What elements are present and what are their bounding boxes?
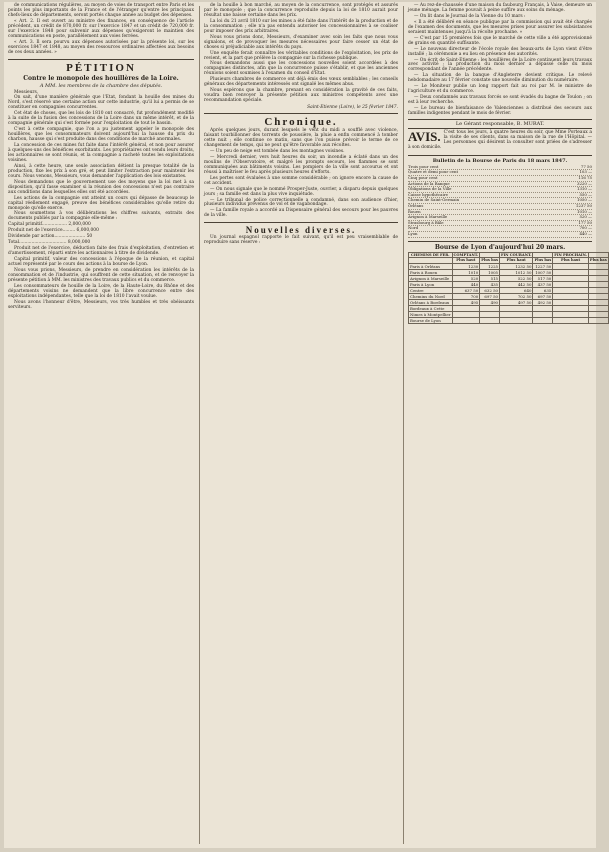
table-cell <box>553 317 589 323</box>
bourse-value: 520 — <box>579 214 592 220</box>
nouvelles-headline: Nouvelles diverses. <box>245 225 357 236</box>
body-paragraph: de la houille à bon marché, au moyen de la concurrence, sont protégés et assurés par le monopole ; que la concurrence reproduite depuis la loi de 1810 aurait pour résultat une baisse certaine dans les prix. <box>204 3 398 18</box>
bourse-label: Lyon <box>408 230 418 236</box>
table-cell: 442 50 <box>500 281 533 287</box>
body-paragraph: Nous espérons que la chambre, prenant en considération la gravité de ces faits, voudra bien renvoyer la présente pétition aux ministres compétents avec une recommandation spéciale. <box>204 88 398 104</box>
body-paragraph: La concession de ces mines fut faite dans l'intérêt général, et non pour assurer à quelques-uns des bénéfices exorbitants. Les propriétaires ont vendu leurs droits, les actionnaires se sont réunis, et la compagnie a racheté toutes les exploitations voisines. <box>8 143 194 163</box>
bourse-label: Obligations de la Ville <box>408 186 452 192</box>
newspaper-page <box>4 2 607 848</box>
fait-divers-paragraph: — Le Moniteur publie un long rapport fait au roi par M. le ministre de l'agriculture et du commerce. <box>408 84 592 95</box>
table-cell <box>480 317 500 323</box>
avis-heading: AVIS. <box>408 129 441 145</box>
table-cell: 522 50 <box>500 275 533 281</box>
divider <box>204 113 398 114</box>
table-cell: 440 <box>452 281 480 287</box>
body-paragraph: Nous vous prions donc, Messieurs, d'examiner avec soin les faits que nous vous signalons, et de provoquer les mesures nécessaires pour faire cesser un état de choses si préjudiciable aux intérêts du pays. <box>204 34 398 50</box>
body-paragraph: Plusieurs chambres de commerce ont déjà émis des vœux semblables ; les conseils généraux des départements intéressés ont signalé les mêmes abus. <box>204 77 398 88</box>
avis-notice <box>408 131 592 152</box>
bourse-label: Caisse hypothécaire <box>408 191 448 197</box>
table-row-label: Bourse de Lyon <box>409 317 453 323</box>
table-cell: 1232 50 <box>500 263 533 269</box>
table-header-cell: Plus haut <box>500 258 533 264</box>
table-header-cell: Plus bas <box>481 258 499 263</box>
table-cell: 490 <box>480 299 500 305</box>
body-paragraph: C'est à cette compagnie, que l'on a pu justement appeler le monopole des houillères, que les consommateurs doivent aujourd'hui la hausse du prix du charbon, hausse qui s'est produite dans des conditions de marché anormales. <box>8 127 194 143</box>
fait-divers-paragraph: — La situation de la banque d'Angleterre devient critique. Le relevé hebdomadaire au 17 février constate une nouvelle diminution du numéraire. <box>408 73 592 84</box>
chronique-headline: Chronique. <box>264 116 338 129</box>
body-paragraph: Cet état de choses, que les lois de 1810 ont consacré, fut profondément modifié à la suite de la fusion des concessions de la Loire dans un même intérêt, et de la compagnie générale qui s'est formée pour l'exploitation de tout le bassin. <box>8 111 194 127</box>
table-cell: 1225 <box>480 263 500 269</box>
table-row-label: Nimes à Montpellier <box>410 311 451 317</box>
table-cell: 632 50 <box>480 287 500 293</box>
table-header-cell: Plus haut <box>553 258 589 264</box>
table-cell: 697 50 <box>533 293 553 299</box>
body-paragraph: Les actions de la compagnie ont atteint un cours qui dépasse de beaucoup le capital réellement engagé, preuve des bénéfices considérables qu'elle retire du monopole qu'elle exerce. <box>8 195 194 211</box>
divider <box>204 222 398 223</box>
bourse-value: 177 50 <box>578 219 592 225</box>
intro-paragraph: « Art. 3. Il sera pourvu aux dépenses autorisées par la présente loi, sur les exercices 1847 et 1848, au moyen des ressources ordinaires affectées aux besoins de ces deux années. » <box>8 39 194 55</box>
figure-line: Total.................................. 8,000,000 <box>8 240 91 246</box>
divider <box>408 241 592 242</box>
body-paragraph: Messieurs, <box>14 89 39 95</box>
table-cell: 1010 <box>452 269 480 275</box>
table-row-label: Avignon à Marseille <box>409 275 453 281</box>
bourse-label: Chemin de Saint-Germain <box>408 197 460 203</box>
table-row-label: Paris à Rouen <box>409 269 453 275</box>
right-column <box>408 3 607 846</box>
table-row-label: Paris à Orléans <box>409 263 453 269</box>
fait-divers-paragraph: — Le nouveau directeur de l'école royale des beaux-arts de Lyon vient d'être installé ; la cérémonie a eu lieu en présence des autorités. <box>408 46 592 57</box>
middle-column <box>204 4 398 846</box>
bourse-label: Actions de la Banque <box>408 180 450 186</box>
table-cell: 1230 <box>452 263 480 269</box>
table-header-cell: FIN COURANT. <box>501 252 532 257</box>
fait-divers-paragraph: — C'est par 15 premières fois que le marché de cette ville a été approvisionné de grains en quantité suffisante. <box>408 35 592 46</box>
chronique-paragraph: Les pertes sont évaluées à une somme considérable ; on ignore encore la cause de cet accident. <box>204 175 398 186</box>
bourse-value: 103 — <box>579 169 592 175</box>
bourse-value: 1310 — <box>576 186 592 192</box>
body-paragraph: On sait, d'une manière générale que l'Etat, fondant la houille des mines du Nord, s'est réservé une certaine action sur cette industrie, qu'il lui a permis de se constituer en compagnies concurrentes. <box>8 95 194 111</box>
bourse-label: Avignon à Marseille <box>408 214 448 220</box>
petition-headline: PÉTITION <box>66 61 136 74</box>
table-row-label: Paris à Lyon <box>409 281 453 287</box>
table-cell: 437 50 <box>533 281 553 287</box>
table-header-cell: FIN PROCHAIN. <box>554 252 587 257</box>
avis-text: C'est tous les jours, à quatre heures du soir, que Mme Porteaux a la visite de ses clients, dans sa maison de la rue de l'Hôpital. — Les personnes qui désirent la consulter sont priées de s'adresser à son domicile. <box>408 130 592 150</box>
table-cell: 435 <box>480 281 500 287</box>
fait-divers-paragraph: — Au rez-de-chaussée d'une maison du faubourg Français, à Vaise, demeure un jeune ménage. La femme pouvait à peine suffire aux soins du ménage. <box>408 3 592 13</box>
figure-line: Dividende par action...................... 50 <box>8 234 93 240</box>
column-rule <box>199 6 200 844</box>
petition-subhead: Contre le monopole des houillères de la Loire. <box>23 74 179 82</box>
bourse-value: 77 50 <box>580 163 592 169</box>
body-paragraph: Nous soumettons à vos délibérations les chiffres suivants, extraits des documents publiés par la compagnie elle-même : <box>8 211 194 222</box>
body-paragraph: Produit net de l'exercice, déduction faite des frais d'exploitation, d'entretien et d'amortissement, réparti entre les actionnaires à titre de dividende. <box>8 246 194 257</box>
bourse-value: 3220 — <box>576 180 592 186</box>
table-cell: 1227 50 <box>533 263 553 269</box>
fait-divers-paragraph: — Le bureau de bienfaisance de Valenciennes a distribué des secours aux familles indigentes pendant le mois de février. <box>408 106 592 117</box>
table-cell <box>533 317 553 323</box>
column-rule <box>403 6 404 844</box>
body-paragraph: Ainsi, à cette heure, une seule association détient la presque totalité de la production, fixe les prix à son gré, et peut limiter l'extraction pour maintenir les cours. Nous venons, Messieurs, vous demander l'application des lois existantes. <box>8 163 194 179</box>
bourse-value: 1010 — <box>576 208 592 214</box>
bourse-value: 116 75 <box>578 175 592 181</box>
table-cell: 492 50 <box>533 299 553 305</box>
table-cell: 697 50 <box>480 293 500 299</box>
table-row-label: Chemins du Nord <box>409 293 453 299</box>
table-row-label: Bordeaux à Cette <box>409 305 453 311</box>
table-cell: 520 <box>452 275 480 281</box>
body-paragraph: La loi du 21 avril 1810 sur les mines a été faite dans l'intérêt de la production et de la consommation ; elle n'a pas entendu autoriser les concessionnaires à se coaliser pour imposer des prix arbitraires. <box>204 18 398 34</box>
table-header-cell: CHEMINS DE FER. <box>409 252 453 258</box>
body-paragraph: Nous demandons que le gouvernement use des moyens que la loi met à sa disposition, qu'il fasse examiner si la réunion des concessions n'est pas contraire aux conditions dans lesquelles elles ont été accordées. <box>8 179 194 195</box>
bourse-lyon-title: Bourse de Lyon d'aujourd'hui 20 mars. <box>434 243 566 251</box>
bourse-value: 440 — <box>579 230 592 236</box>
bourse-label: Cinq pour cent <box>408 175 438 181</box>
petition-signature: Saint-Etienne (Loire), le 25 février 1847. <box>307 105 398 111</box>
chronique-paragraph: — Le tribunal de police correctionnelle a condamné, dans son audience d'hier, plusieurs individus prévenus de vol et de vagabondage. <box>204 197 398 208</box>
table-cell: 702 50 <box>500 293 533 299</box>
bourse-label: Trois pour cent <box>408 163 439 169</box>
bourse-paris-list <box>408 165 592 238</box>
bourse-paris-title: Bulletin de la Bourse de Paris du 18 mars 1847. <box>432 157 568 164</box>
body-paragraph: Nous vous prions, Messieurs, de prendre en considération les intérêts de la consommation et de l'industrie, qui souffrent de cette situation, et de renvoyer la présente pétition à MM. les ministres des travaux publics et du commerce. <box>8 267 194 283</box>
bourse-value: 550 — <box>579 191 592 197</box>
body-paragraph: Les consommateurs de houille de la Loire, de la Haute-Loire, du Rhône et des départements voisins ne demandent que la libre concurrence entre des exploitations indépendantes, telle que la loi de 1810 l'avait voulue. <box>8 283 194 299</box>
body-paragraph: Nous avons l'honneur d'être, Messieurs, vos très humbles et très obéissants serviteurs. <box>8 299 194 310</box>
table-row-label: Centre <box>409 287 453 293</box>
table-cell <box>452 317 480 323</box>
body-paragraph: Nous demandons aussi que les concessions nouvelles soient accordées à des compagnies distinctes, afin que la concurrence puisse s'établir, et que les anciennes réunions soient soumises à l'examen du conseil d'Etat. <box>204 61 398 77</box>
table-header-cell: COMPTANT. <box>453 252 479 257</box>
nouvelles-paragraph: Un journal espagnol rapporte le fait suivant, qu'il est peu vraisemblable de reproduire sans réserve : <box>204 235 398 246</box>
bourse-label: Strasbourg à Bâle <box>408 219 444 225</box>
table-cell: 637 50 <box>452 287 480 293</box>
chronique-paragraph: — La famille royale a accordé au Dispensaire général des secours pour les pauvres de la ville. <box>204 208 398 219</box>
intro-paragraph: de communications régulières, au moyen de voies de transport entre Paris et les points les plus importants de la France et de l'étranger qu'entre les principaux chefs-lieux de départements, seront portés chaque année au budget des dépenses. <box>8 3 194 18</box>
table-cell: 640 <box>500 287 533 293</box>
bourse-label: Orléans <box>408 202 424 208</box>
bourse-value: 1050 — <box>576 197 592 203</box>
divider <box>408 155 592 156</box>
fait-divers-paragraph: — On écrit de Saint-Etienne : les houillères de la Loire continuent leurs travaux avec activité ; la production du mois dernier a dépassé celle du mois correspondant de l'année précédente. <box>408 57 592 73</box>
left-column <box>8 4 194 846</box>
table-row <box>409 317 609 323</box>
petition-address: A MM. les membres de la chambre des députés. <box>39 82 163 89</box>
table-cell: 1005 <box>480 269 500 275</box>
table-cell: 495 <box>452 299 480 305</box>
chronique-paragraph: — Un peu de neige est tombée dans les montagnes voisines. <box>210 148 345 154</box>
body-paragraph: Capital primitif, valeur des concessions à l'époque de la réunion, et capital actuel représenté par le cours des actions à la bourse de Lyon. <box>8 257 194 268</box>
divider <box>8 59 194 60</box>
body-paragraph: Une enquête ferait connaître les véritables conditions de l'exploitation, les prix de revient, et la part que prélève la compagnie sur la richesse publique. <box>204 50 398 61</box>
table-header-cell: Plus bas <box>589 258 607 263</box>
bourse-value: 700 — <box>579 225 592 231</box>
gerant-line: Le Gérant responsable, B. MURAT. <box>408 119 592 129</box>
fait-divers-paragraph: — Deux condamnés aux travaux forcés se sont évadés du bagne de Toulon ; on est à leur recherche. <box>408 95 592 106</box>
table-cell: 635 <box>533 287 553 293</box>
table-header-cell: Plus haut <box>452 258 480 264</box>
chronique-paragraph: — On nous signale que le nommé Prosper-Juste, ouvrier, a disparu depuis quelques jours ; sa famille est dans la plus vive inquiétude. <box>204 186 398 197</box>
table-cell: 1007 50 <box>533 269 553 275</box>
intro-paragraph: « Art. 2. Il est ouvert au ministre des finances, en conséquence de l'article précédent, un crédit de 870,000 fr. sur l'exercice 1847 et un crédit de 720,000 fr. sur l'exercice 1848 pour subvenir aux dépenses qu'exigeront le maintien des communications en poste, parallèlement aux voies ferrées. <box>8 18 194 39</box>
fait-divers-paragraph: « Il a été délibéré en séance publique par la commission qui avait été chargée de l'examen des documents, que les mesures prises pour assurer les subsistances seraient maintenues jusqu'à la récolte prochaine. » <box>408 19 592 35</box>
table-cell <box>500 317 533 323</box>
table-cell: 515 <box>480 275 500 281</box>
table-cell: 700 <box>452 293 480 299</box>
table-row-label: Orléans à Bordeaux <box>409 299 453 305</box>
chronique-paragraph: Après quelques jours, durant lesquels le vent du midi a soufflé avec violence, faisant tourbillonner des torrents de poussière, la pluie a enfin commencé à tomber cette nuit ; elle continue ce matin, sans que l'on puisse prévoir le terme de ce changement de temps, qui ne peut qu'être favorable aux récoltes. <box>204 128 398 148</box>
fait-divers-paragraph: — On lit dans le Journal de la Vienne du 10 mars : <box>414 13 526 19</box>
figure-line: Produit net de l'exercice......... 6,000,000 <box>8 228 99 234</box>
table-cell: 517 50 <box>533 275 553 281</box>
table-header-cell: Plus bas <box>534 258 552 263</box>
table-cell <box>588 317 608 323</box>
table-cell: 497 50 <box>500 299 533 305</box>
bourse-label: Nord <box>408 225 419 231</box>
figure-line: Capital primitif.................. 2,000,000 <box>8 222 91 228</box>
bourse-paris-row <box>408 232 592 238</box>
bourse-label: Rouen <box>408 208 421 214</box>
bourse-label: Quatre et demi pour cent <box>408 169 459 175</box>
bourse-lyon-table <box>408 252 609 324</box>
chronique-paragraph: — Mercredi dernier, vers huit heures du soir, un incendie a éclaté dans un des moulins de l'Observatoire, et malgré les prompts secours, les flammes se sont communiquées aux bâtiments voisins. Les pompiers de la ville sont accourus et ont réussi à maîtriser le feu après plusieurs heures d'efforts. <box>204 154 398 175</box>
table-cell: 1012 50 <box>500 269 533 275</box>
bourse-value: 1237 50 <box>575 202 592 208</box>
